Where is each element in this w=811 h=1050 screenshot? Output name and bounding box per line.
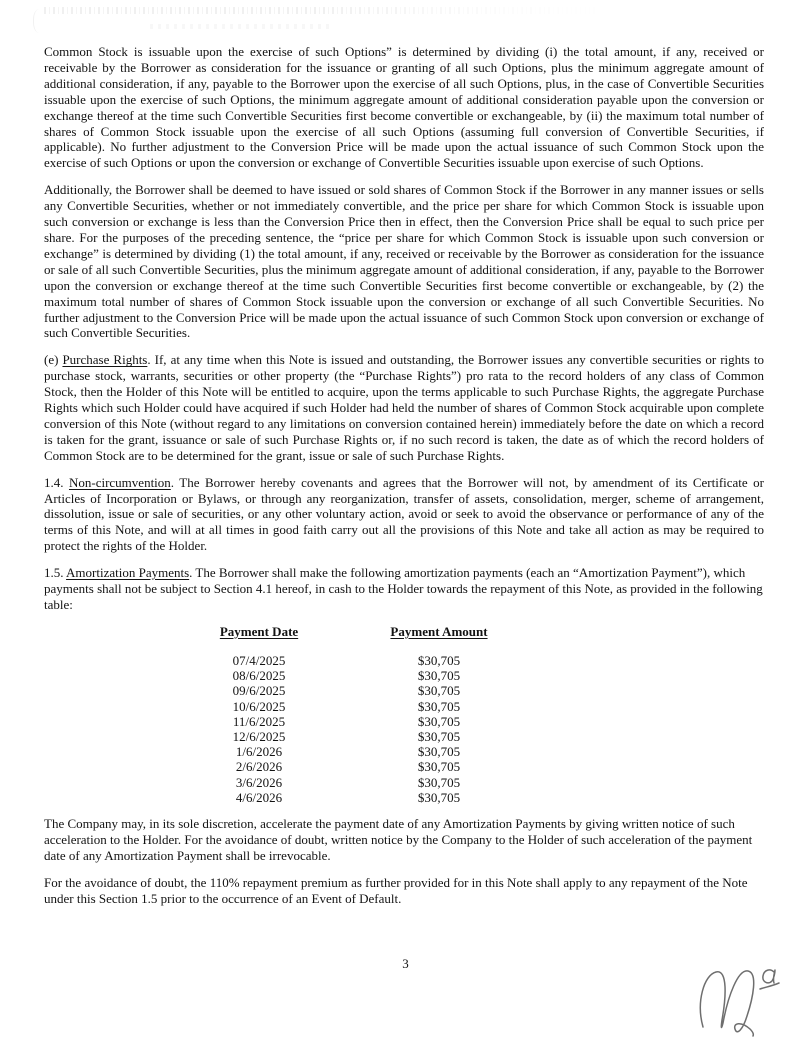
section-1-5-amortization-payments [44, 565, 764, 613]
scan-artifact-curl [33, 9, 43, 33]
payment-amount-cell: $30,705 [417, 683, 461, 699]
scan-artifact-line [44, 7, 604, 14]
payment-date-cell: 09/6/2025 [232, 683, 286, 699]
section-number: 1.5. [44, 565, 67, 581]
section-body: . The Borrower shall make the following amortization payments (each an “Amortization Payment”), which payments shall not be subject to Section 4.1 hereof, in cash to the Holder towards the repayment of this Note, as provided in the following table: [44, 565, 763, 612]
paragraph-purchase-rights [44, 352, 764, 463]
table-row [174, 775, 764, 790]
table-row [174, 699, 764, 714]
payment-amount-cell: $30,705 [417, 652, 461, 668]
clause-letter: (e) [44, 352, 63, 368]
clause-body: . If, at any time when this Note is issued and outstanding, the Borrower issues any convertible securities or rights to purchase stock, warrants, securities or other property (the “Purchase Rights”) pro rata to the record holders of any class of Common Stock, then the Holder of this Note will be entitled to acquire, upon the terms applicable to such Purchase Rights, the aggregate Purchase Rights which such Holder could have acquired if such Holder had held the number of shares of Common Stock acquirable upon complete conversion of this Note (without regard to any limitations on conversion contained herein) immediately before the date on which a record is taken for the grant, issuance or sale of such Purchase Rights or, if no such record is taken, the date as of which the record holders of Common Stock are to be determined for the grant, issue or sale of such Purchase Rights. [44, 352, 764, 463]
payment-date-cell: 07/4/2025 [232, 652, 286, 668]
clause-title-purchase-rights: Purchase Rights [62, 352, 148, 368]
payment-date-cell: 11/6/2025 [232, 713, 286, 729]
handwritten-initials [688, 960, 803, 1048]
section-body: . The Borrower hereby covenants and agrees that the Borrower will not, by amendment of its Certificate or Articles of Incorporation or Bylaws, or through any reorganization, transfer of assets, consolidation, merger, scheme of arrangement, dissolution, issue or sale of securities, or any other voluntary action, avoid or seek to avoid the observance or performance of any of the terms of this Note, and will at all times in good faith carry out all the provisions of this Note and take all action as may be required to protect the rights of the Holder. [44, 474, 764, 554]
paragraph-additional-issuances: Additionally, the Borrower shall be deemed to have issued or sold shares of Common Stock if the Borrower in any manner issues or sells any Convertible Securities, whether or not immediately convertible, and the price per share for which Common Stock is issuable upon such conversion or exchange is less than the Conversion Price then in effect, then the Conversion Price shall be equal to such price per share. For the purposes of the preceding sentence, the “price per share for which Common Stock is issuable upon such conversion or exchange” is determined by dividing (1) the total amount, if any, received or receivable by the Borrower as consideration for the issuance or sale of all such Convertible Securities, plus the minimum aggregate amount of additional consideration, if any, payable to the Borrower upon the conversion or exchange thereof at the time such Convertible Securities first become convertible or exchangeable, by (2) the maximum total number of shares of Common Stock issuable upon the conversion or exchange of all such Convertible Securities. No further adjustment to the Conversion Price will be made upon the actual issuance of such Common Stock upon conversion or exchange of such Convertible Securities. [44, 182, 764, 341]
amortization-table-rows [44, 653, 764, 805]
table-row [174, 683, 764, 698]
table-row [174, 790, 764, 805]
payment-date-cell: 08/6/2025 [232, 668, 286, 684]
document-body [44, 44, 764, 917]
payment-date-cell: 10/6/2025 [232, 698, 286, 714]
section-title-non-circumvention: Non-circumvention [68, 474, 171, 490]
paragraph-repayment-premium: For the avoidance of doubt, the 110% repayment premium as further provided for in this Note shall apply to any repayment of the Note under this Section 1.5 prior to the occurrence of an Event of Default. [44, 874, 748, 906]
payment-amount-cell: $30,705 [417, 759, 461, 775]
table-header-row [174, 624, 764, 640]
initials-a-stroke [763, 970, 775, 983]
section-number: 1.4. [44, 474, 69, 490]
payment-amount-cell: $30,705 [417, 668, 461, 684]
payment-amount-cell: $30,705 [417, 698, 461, 714]
table-row [174, 744, 764, 759]
table-row [174, 653, 764, 668]
section-1-4-non-circumvention [44, 475, 764, 555]
table-row [174, 729, 764, 744]
payment-amount-cell: $30,705 [417, 789, 461, 805]
initials-a-underline [760, 983, 779, 989]
payment-amount-cell: $30,705 [417, 728, 461, 744]
table-row [174, 714, 764, 729]
payment-amount-cell: $30,705 [417, 744, 461, 760]
payment-date-cell: 1/6/2026 [235, 744, 283, 760]
paragraph-options-continuation: Common Stock is issuable upon the exercise of such Options” is determined by dividing (i) the total amount, if any, received or receivable by the Borrower as consideration for the issuance or granting of all such Options, plus the minimum aggregate amount of additional consideration, if any, payable to the Borrower upon the exercise of all such Options, plus, in the case of Convertible Securities issuable upon the exercise of such Options, the minimum aggregate amount of additional consideration payable upon the conversion or exchange thereof at the time such Convertible Securities first become convertible or exchangeable, by (ii) the maximum total number of shares of Common Stock issuable upon the exercise of all such Options (assuming full conversion of Convertible Securities, if applicable). No further adjustment to the Conversion Price will be made upon the actual issuance of such Common Stock upon the exercise of such Options or upon the conversion or exchange of Convertible Securities issuable upon exercise of such Options. [44, 44, 764, 171]
table-row [174, 668, 764, 683]
payment-amount-header: Payment Amount [390, 623, 488, 639]
initials-m-stroke [700, 971, 753, 1036]
paragraph-acceleration-notice: The Company may, in its sole discretion, accelerate the payment date of any Amortization Payments by giving written notice of such acceleration to the Holder. For the avoidance of doubt, written notice by the Company to the Holder of such acceleration of the payment date of any Amortization Payment shall be irrevocable. [44, 815, 753, 863]
page-number: 3 [402, 956, 409, 971]
amortization-table [44, 624, 764, 805]
scan-artifact-line [150, 24, 330, 29]
payment-amount-cell: $30,705 [417, 713, 461, 729]
payment-date-header: Payment Date [219, 623, 299, 639]
payment-date-cell: 4/6/2026 [235, 789, 283, 805]
table-row [174, 759, 764, 774]
payment-amount-cell: $30,705 [417, 774, 461, 790]
payment-date-cell: 2/6/2026 [235, 759, 283, 775]
payment-date-cell: 3/6/2026 [235, 774, 283, 790]
payment-date-cell: 12/6/2025 [232, 728, 286, 744]
section-title-amortization-payments: Amortization Payments [66, 565, 190, 581]
